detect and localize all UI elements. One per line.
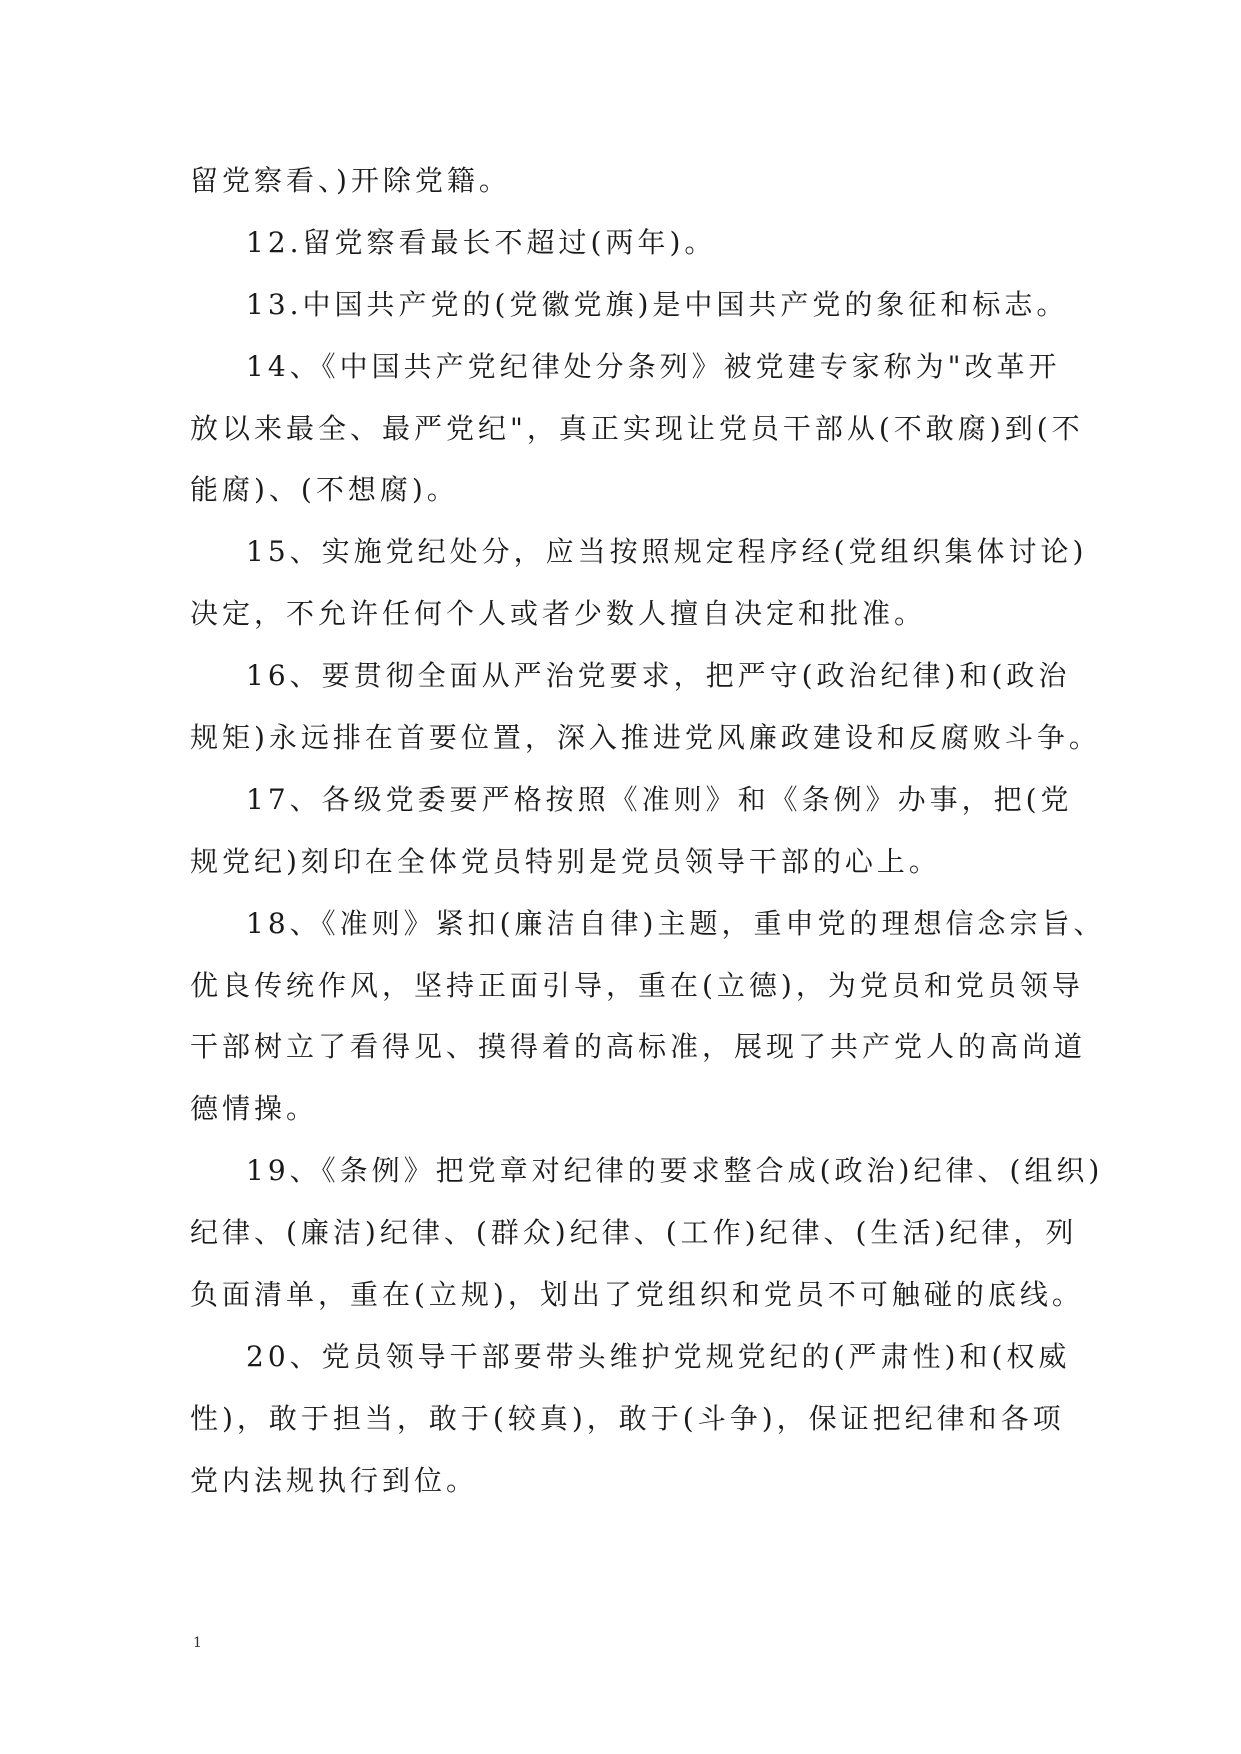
text-line: 负面清单，重在(立规)，划出了党组织和党员不可触碰的底线。 (190, 1278, 1084, 1312)
text-line: 能腐)、(不想腐)。 (190, 473, 459, 507)
text-line: 20、党员领导干部要带头维护党规党纪的(严肃性)和(权威 (246, 1339, 1071, 1373)
text-line: 放以来最全、最严党纪"，真正实现让党员干部从(不敢腐)到(不 (190, 411, 1084, 445)
page-number: 1 (193, 1635, 202, 1651)
text-line: 优良传统作风，坚持正面引导，重在(立德)，为党员和党员领导 (190, 968, 1084, 1002)
text-line: 13.中国共产党的(党徽党旗)是中国共产党的象征和标志。 (246, 287, 1069, 321)
text-line: 15、实施党纪处分，应当按照规定程序经(党组织集体讨论) (246, 535, 1088, 569)
text-line: 性)，敢于担当，敢于(较真)，敢于(斗争)，保证把纪律和各项 (190, 1401, 1065, 1435)
text-line: 14、《中国共产党纪律处分条列》被党建专家称为"改革开 (246, 349, 1061, 383)
text-line: 留党察看、)开除党籍。 (190, 164, 511, 197)
text-line: 规矩)永远排在首要位置，深入推进党风廉政建设和反腐败斗争。 (190, 721, 1101, 755)
text-line: 德情操。 (190, 1092, 319, 1126)
text-line: 干部树立了看得见、摸得着的高标准，展现了共产党人的高尚道 (190, 1030, 1087, 1064)
text-line: 18、《准则》紧扣(廉洁自律)主题，重申党的理想信念宗旨、 (246, 906, 1106, 940)
text-line: 19、《条例》把党章对纪律的要求整合成(政治)纪律、(组织) (246, 1154, 1104, 1188)
text-line: 16、要贯彻全面从严治党要求，把严守(政治纪律)和(政治 (246, 659, 1071, 693)
text-line: 党内法规执行到位。 (190, 1463, 479, 1497)
text-line: 规党纪)刻印在全体党员特别是党员领导干部的心上。 (190, 844, 941, 878)
text-line: 纪律、(廉洁)纪律、(群众)纪律、(工作)纪律、(生活)纪律，列 (190, 1216, 1078, 1250)
text-line: 12.留党察看最长不超过(两年)。 (246, 225, 717, 259)
body-text (190, 150, 1106, 1512)
text-line: 决定，不允许任何个人或者少数人擅自决定和批准。 (190, 597, 927, 631)
text-line: 17、各级党委要严格按照《准则》和《条例》办事，把(党 (246, 782, 1073, 816)
